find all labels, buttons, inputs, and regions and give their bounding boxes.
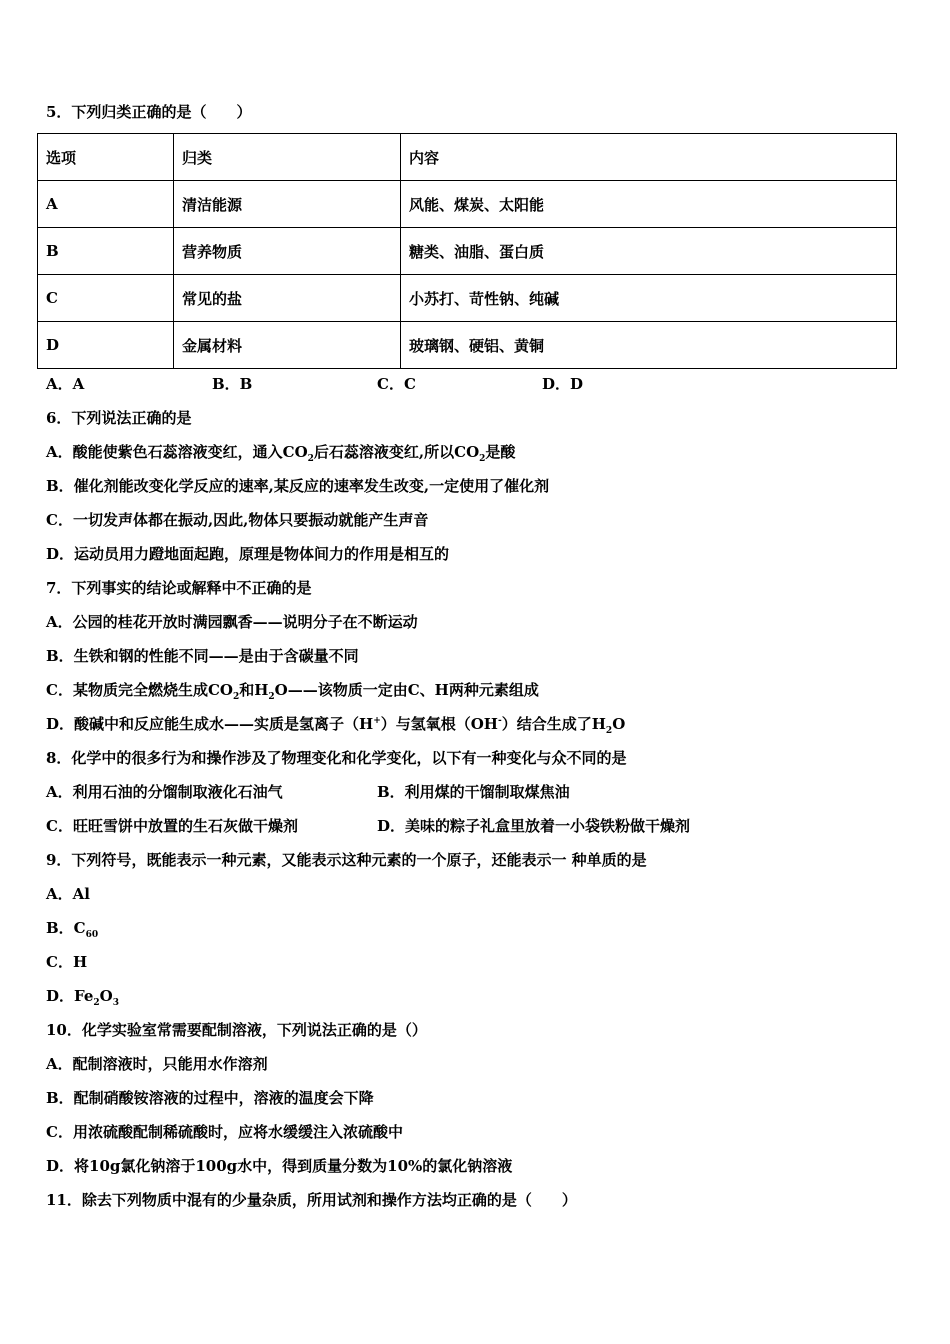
table-cell: 风能、煤炭、太阳能 [401,181,897,228]
q8-question: 8．化学中的很多行为和操作涉及了物理变化和化学变化，以下有一种变化与众不同的是 [46,749,627,767]
q7-question: 7．下列事实的结论或解释中不正确的是 [46,579,312,597]
table-cell: 营养物质 [174,228,401,275]
q6-option-c: C．一切发声体都在振动,因此,物体只要振动就能产生声音 [46,511,429,529]
q10-option-b: B．配制硝酸铵溶液的过程中，溶液的温度会下降 [46,1089,374,1107]
table-cell: C [38,275,174,322]
q9-option-c: C．H [46,953,88,971]
q5-option-c: C．C [377,375,416,393]
table-row [38,275,897,322]
table-cell: 金属材料 [174,322,401,369]
table-cell: D [38,322,174,369]
q9-d-text: O [99,987,113,1005]
q9-option-b [46,918,98,938]
q8-option-d: D．美味的粽子礼盒里放着一小袋铁粉做干燥剂 [377,817,691,835]
q6-question: 6．下列说法正确的是 [46,409,192,427]
subscript: 2 [479,454,486,464]
subscript: 60 [85,930,99,940]
q6-a-text: A．酸能使紫色石蕊溶液变红，通入CO [46,443,308,461]
table-header-cell: 选项 [38,134,174,181]
q10-option-d: D．将10g氯化钠溶于100g水中，得到质量分数为10%的氯化钠溶液 [46,1157,513,1175]
q7-option-a: A．公园的桂花开放时满园飘香——说明分子在不断运动 [46,613,418,631]
q7-option-c [46,680,539,700]
q7-d-text: O [612,715,626,733]
subscript: 2 [307,454,314,464]
q9-option-d [46,986,119,1006]
table-header-cell: 归类 [174,134,401,181]
subscript: 2 [268,692,275,702]
superscript: + [373,716,381,726]
table-cell: B [38,228,174,275]
q9-b-text: B．C [46,919,86,937]
q6-option-a [46,442,515,462]
q8-option-c: C．旺旺雪饼中放置的生石灰做干燥剂 [46,817,298,835]
q9-d-text: D．Fe [46,987,94,1005]
table-cell: 糖类、油脂、蛋白质 [401,228,897,275]
subscript: 2 [605,726,613,736]
q7-d-text: ）与氢氧根（OH [380,715,498,733]
q10-option-c: C．用浓硫酸配制稀硫酸时，应将水缓缓注入浓硫酸中 [46,1123,403,1141]
table-row [38,228,897,275]
q7-c-text: C．某物质完全燃烧生成CO [46,681,233,699]
q6-a-text: 后石蕊溶液变红,所以CO [313,443,480,461]
table-header-cell: 内容 [401,134,897,181]
subscript: 3 [112,998,119,1008]
q9-option-a: A．Al [46,885,90,903]
subscript: 2 [93,998,100,1008]
table-cell: A [38,181,174,228]
q8-option-b: B．利用煤的干馏制取煤焦油 [377,783,570,801]
q5-option-b: B．B [212,375,253,393]
q5-table [37,133,897,369]
q5-option-d: D．D [542,375,584,393]
q7-d-text: ）结合生成了H [501,715,606,733]
table-cell: 清洁能源 [174,181,401,228]
table-row [38,322,897,369]
q6-option-b: B．催化剂能改变化学反应的速率,某反应的速率发生改变,一定使用了催化剂 [46,477,550,495]
q10-option-a: A．配制溶液时，只能用水作溶剂 [46,1055,268,1073]
q7-c-text: 和H [239,681,269,699]
q7-option-b: B．生铁和钢的性能不同——是由于含碳量不同 [46,647,359,665]
q11-question: 11．除去下列物质中混有的少量杂质，所用试剂和操作方法均正确的是（ ） [46,1191,577,1209]
q10-question: 10．化学实验室常需要配制溶液，下列说法正确的是（） [46,1021,427,1039]
table-header-row [38,134,897,181]
table-cell: 小苏打、苛性钠、纯碱 [401,275,897,322]
q9-question: 9．下列符号，既能表示一种元素，又能表示这种元素的一个原子，还能表示一 种单质的是 [46,851,647,869]
q7-option-d [46,714,625,734]
q7-c-text: O——该物质一定由C、H两种元素组成 [274,681,539,699]
q5-question: 5．下列归类正确的是（ ） [46,103,252,121]
table-cell: 常见的盐 [174,275,401,322]
q7-d-text: D．酸碱中和反应能生成水——实质是氢离子（H [46,715,374,733]
q5-option-a: A．A [46,375,85,393]
q8-option-a: A．利用石油的分馏制取液化石油气 [46,783,283,801]
superscript: - [497,716,502,726]
q6-option-d: D．运动员用力蹬地面起跑，原理是物体间力的作用是相互的 [46,545,450,563]
subscript: 2 [232,692,240,702]
table-row [38,181,897,228]
table-cell: 玻璃钢、硬铝、黄铜 [401,322,897,369]
q6-a-text: 是酸 [485,443,516,461]
